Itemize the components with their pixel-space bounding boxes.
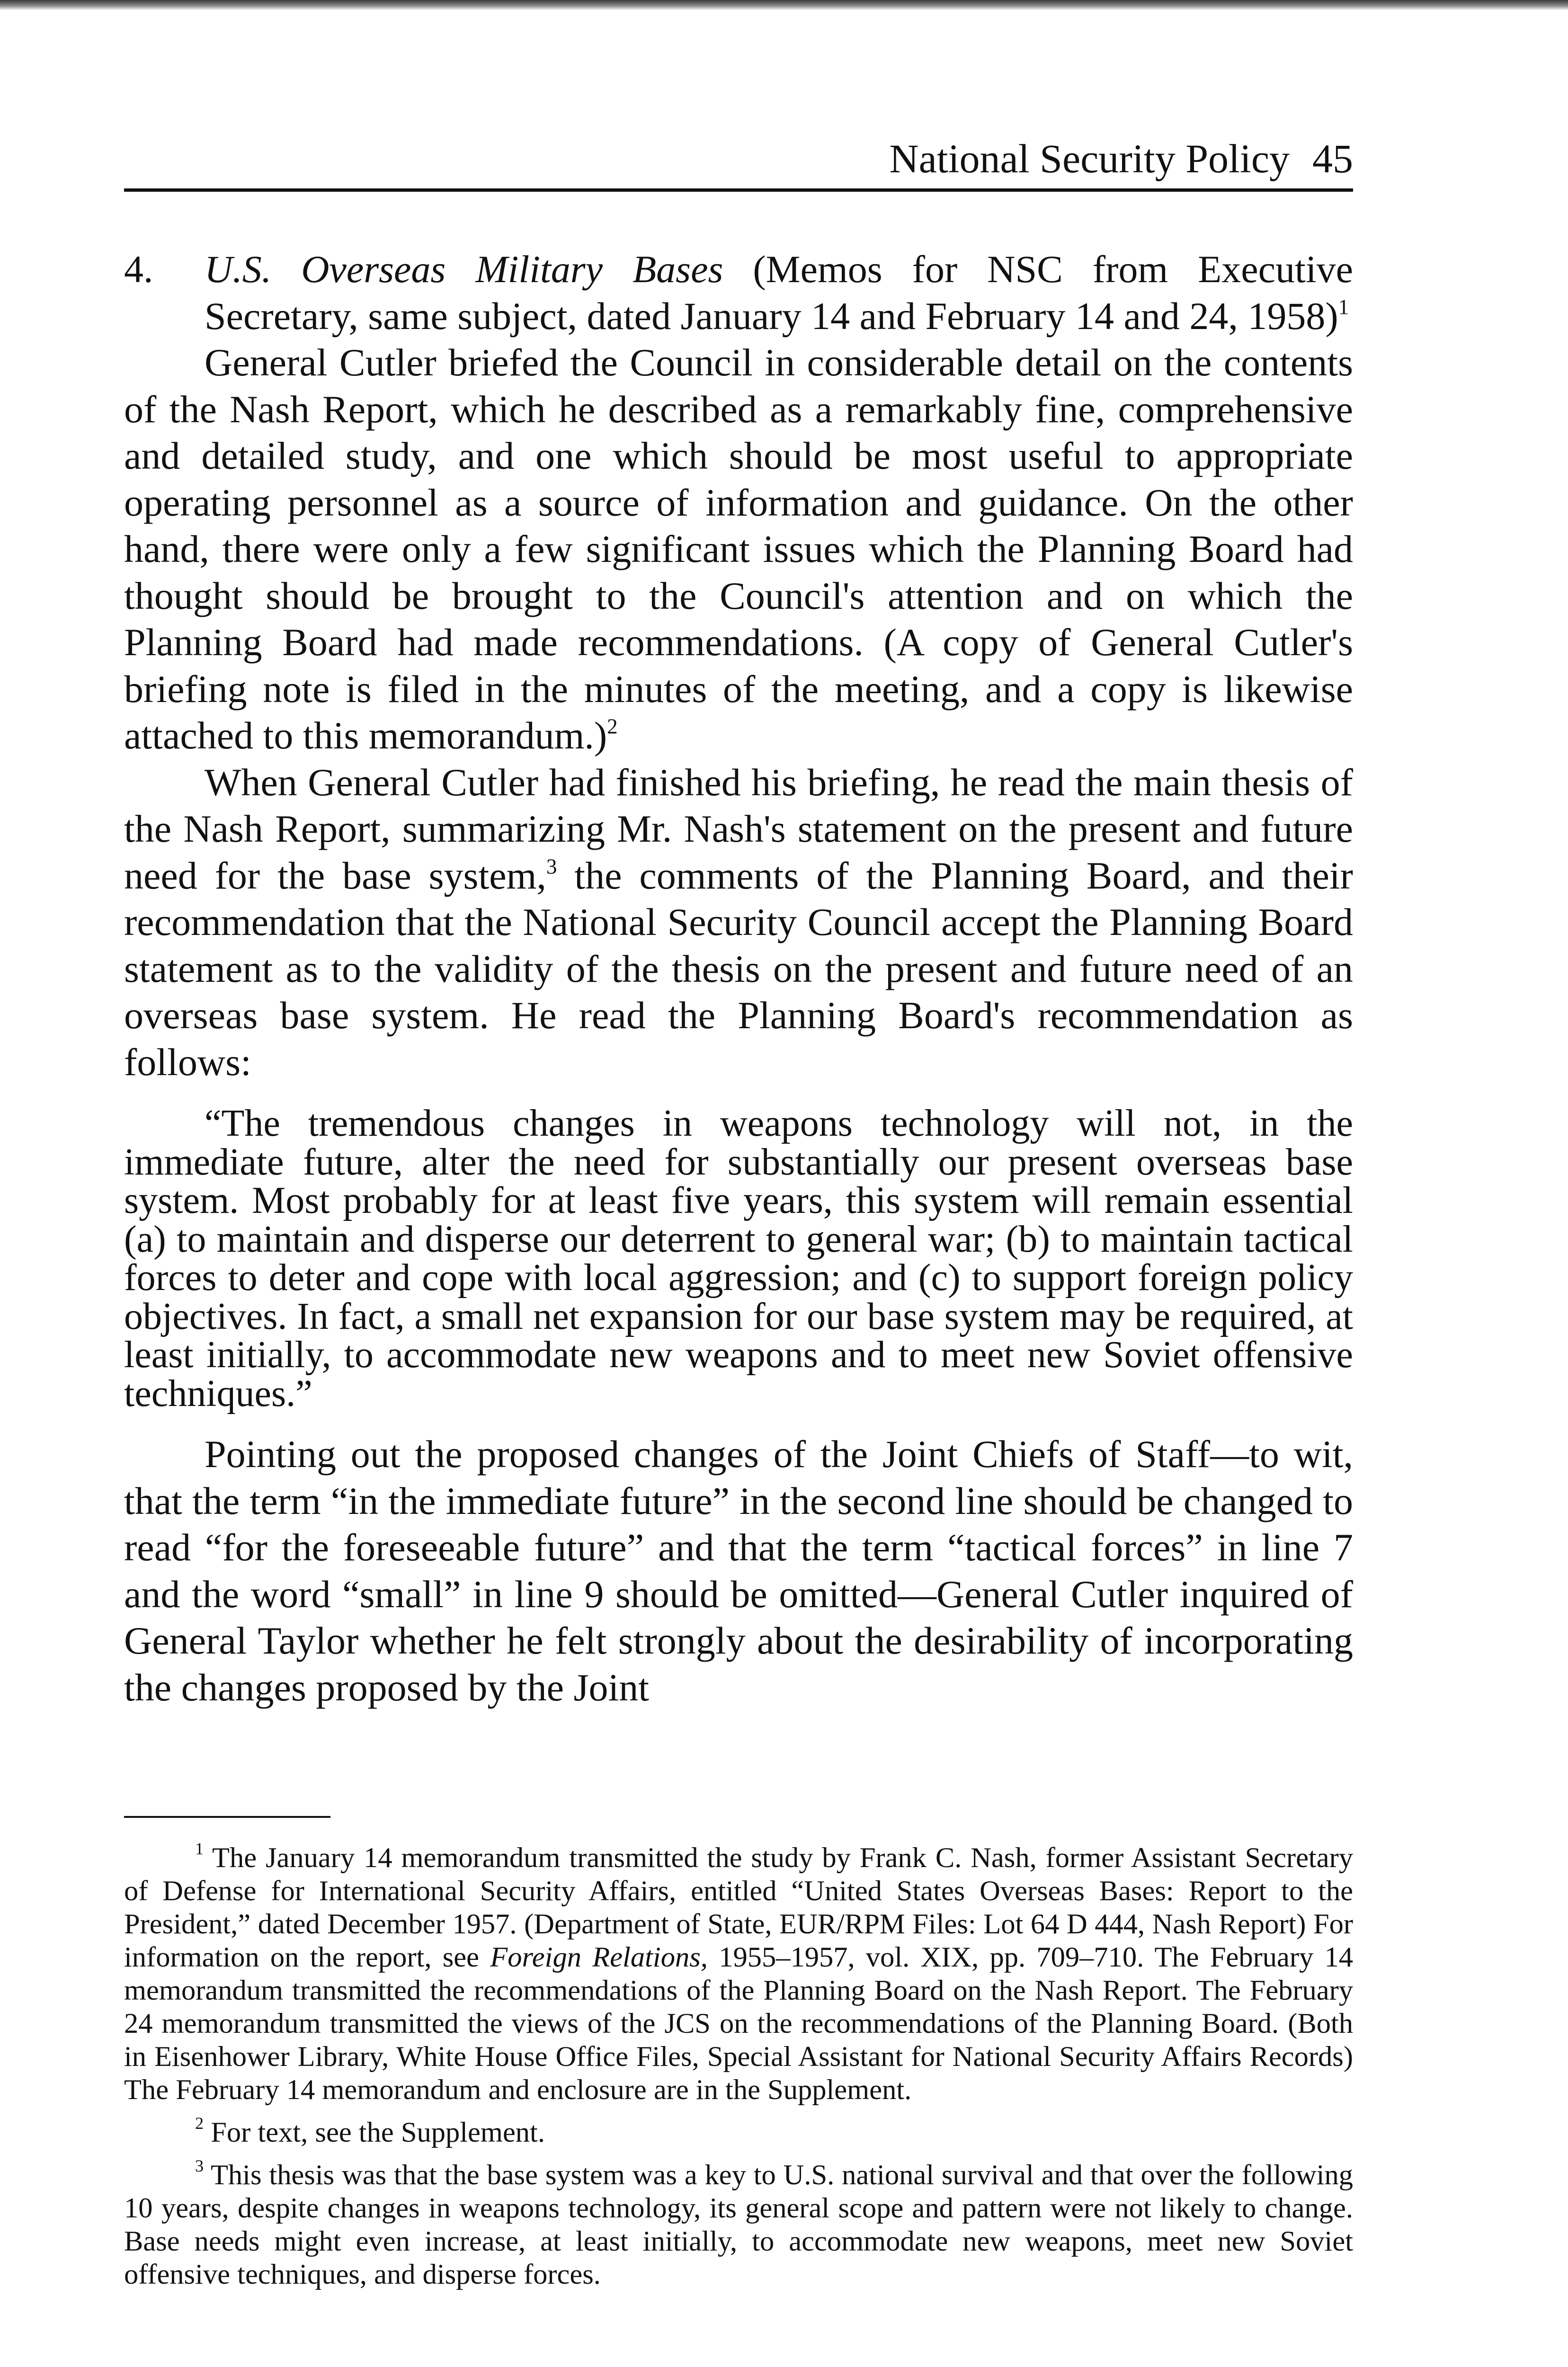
footnote-ref-3: 3 bbox=[546, 854, 557, 878]
page-scan-edge bbox=[0, 0, 1568, 10]
paragraph-briefing-text: General Cutler briefed the Council in considerable detail on the contents of the Nash Report, which he described as a remarkably fine, comprehensive and detailed study, and one which should be most useful to appropriate operating personnel as a source of information and guidance. On the other hand, there were only a few significant issues which the Planning Board had thought should be brought to the Council's attention and on which the Planning Board had made recommendations. (A copy of General Cutler's briefing note is filed in the minutes of the meeting, and a copy is likewise attached to this memorandum.) bbox=[124, 341, 1353, 757]
main-text bbox=[124, 246, 1353, 1711]
paragraph-briefing bbox=[124, 339, 1353, 759]
footnote-1-text-a: The January 14 memorandum transmitted the study by Frank C. Nash, former Assistant Secretary of Defense for International Security Affairs, entitled “United States Overseas Bases: Report to the President,” dated December 1957. (Department of State, EUR/RPM Files: Lot 64 D 444, Nash Report) For information on the report, see bbox=[124, 1842, 1353, 1973]
running-head-title: National Security Policy bbox=[889, 136, 1290, 181]
footnote-ref-1: 1 bbox=[1338, 294, 1349, 319]
footnote-3 bbox=[124, 2156, 1353, 2291]
footnote-ref-2: 2 bbox=[607, 714, 618, 739]
item-heading bbox=[124, 246, 1353, 339]
footnote-2-text: For text, see the Supplement. bbox=[204, 2117, 545, 2148]
item-title: U.S. Overseas Military Bases bbox=[205, 248, 723, 291]
running-head bbox=[124, 128, 1353, 189]
footnote-marker-3: 3 bbox=[195, 2156, 204, 2175]
paragraph-thesis bbox=[124, 759, 1353, 1086]
item-number: 4. bbox=[124, 248, 153, 291]
footnote-1 bbox=[124, 1839, 1353, 2107]
footnote-2 bbox=[124, 2113, 1353, 2149]
page-number: 45 bbox=[1312, 136, 1353, 181]
footnote-1-italic: Foreign Relations, bbox=[490, 1941, 708, 1973]
paragraph-jcs-changes: Pointing out the proposed changes of the Joint Chiefs of Staff—to wit, that the term “in the immediate future” in the second line should be changed to read “for the foreseeable future” and that the term “tactical forces” in line 7 and the word “small” in line 9 should be omitted—General Cutler inquired of General Taylor whether he felt strongly about the desirability of incorporating the changes proposed by the Joint bbox=[124, 1433, 1353, 1709]
block-quote: “The tremendous changes in weapons technology will not, in the immediate future, alter the need for substantially our present overseas base system. Most probably for at least five years, this system will remain essential (a) to maintain and disperse our deterrent to general war; (b) to maintain tactical forces to deter and cope with local aggression; and (c) to support foreign policy objectives. In fact, a small net expansion for our base system may be required, at least initially, to accommodate new weapons and to meet new Soviet offensive techniques.” bbox=[124, 1103, 1353, 1415]
footnote-rule bbox=[124, 1816, 330, 1818]
footnote-marker-1: 1 bbox=[195, 1839, 204, 1858]
footnote-3-text: This thesis was that the base system was a key to U.S. national survival and that over the following 10 years, despite changes in weapons technology, its general scope and pattern were not likely to change. Base needs might even increase, at least initially, to accommodate new weapons, meet new Soviet offensive techniques, and disperse forces. bbox=[124, 2159, 1353, 2290]
paragraph-thesis-text-a: When General Cutler had finished his briefing, he read the main thesis of the Nash Report, summarizing Mr. Nash's statement on the present and future need for the base system, bbox=[124, 760, 1353, 897]
footnotes bbox=[124, 1839, 1353, 2301]
footnote-1-text-b: 1955–1957, vol. XIX, pp. 709–710. The February 14 memorandum transmitted the recommendations of the Planning Board on the Nash Report. The February 24 memorandum transmitted the views of the JCS on the recommendations of the Planning Board. (Both in Eisenhower Library, White House Office Files, Special Assistant for National Security Affairs Records) The February 14 memorandum and enclosure are in the Supplement. bbox=[124, 1941, 1353, 2106]
paragraph-thesis-text-b: the comments of the Planning Board, and their recommendation that the National Security Council accept the Planning Board statement as to the validity of the thesis on the present and future need of an overseas base system. He read the Planning Board's recommendation as follows: bbox=[124, 854, 1353, 1084]
item-subtitle: (Memos for NSC from Executive Secretary, same subject, dated January 14 and February 14 and 24, 1958) bbox=[205, 248, 1353, 338]
header-rule bbox=[124, 188, 1353, 192]
footnote-marker-2: 2 bbox=[195, 2113, 204, 2133]
